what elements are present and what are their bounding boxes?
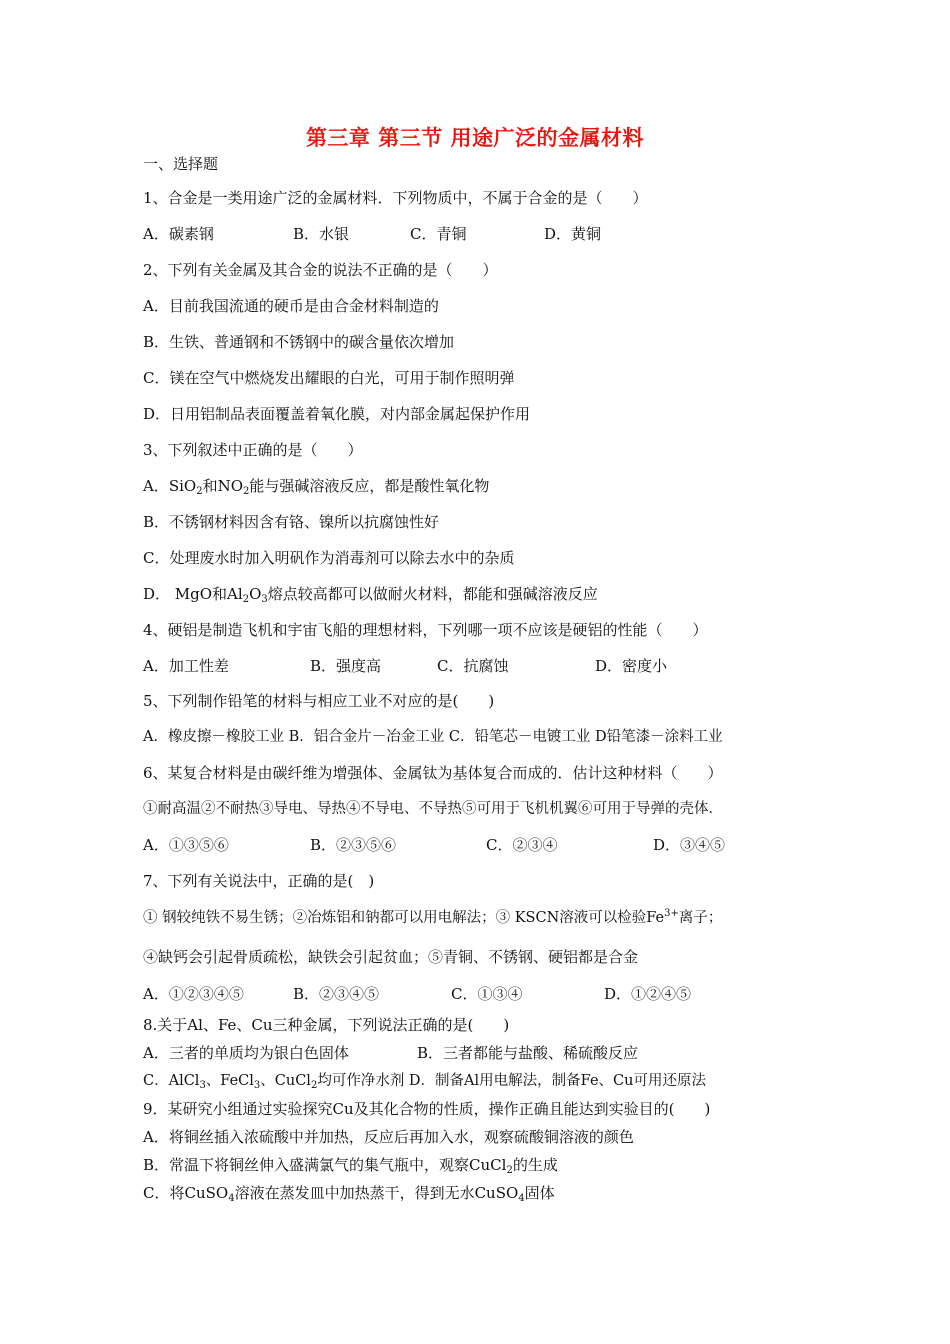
q1-option-b: B．水银 [293, 225, 350, 243]
q3-option-d: D． MgO和$Al_2O_3$熔点较高都可以做耐火材料，都能和强碱溶液反应 [143, 585, 598, 605]
section-heading: 一、选择题 [143, 155, 219, 173]
question-6-options [143, 835, 725, 855]
q7-option-d: D．①②④⑤ [604, 985, 692, 1003]
q2-option-c: C．镁在空气中燃烧发出耀眼的白光，可用于制作照明弹 [143, 369, 515, 387]
q2-option-d: D．日用铝制品表面覆盖着氧化膜，对内部金属起保护作用 [143, 405, 531, 423]
question-2-stem: 2、下列有关金属及其合金的说法不正确的是（ ） [143, 261, 498, 279]
q6-option-c: C．②③④ [486, 836, 558, 854]
q6-option-b: B．②③⑤⑥ [310, 836, 397, 854]
question-1-stem: 1、合金是一类用途广泛的金属材料．下列物质中，不属于合金的是（ ） [143, 189, 648, 207]
page-title: 第三章 第三节 用途广泛的金属材料 [305, 126, 645, 150]
question-7-stem: 7、下列有关说法中，正确的是( ) [143, 872, 375, 890]
q2-option-b: B．生铁、普通钢和不锈钢中的碳含量依次增加 [143, 333, 455, 351]
question-3-stem: 3、下列叙述中正确的是（ ） [143, 441, 363, 459]
question-4-options [143, 656, 667, 676]
q1-option-a: A．碳素钢 [143, 225, 214, 243]
q2-option-a: A．目前我国流通的硬币是由合金材料制造的 [143, 297, 439, 315]
question-8-stem: 8.关于Al、Fe、Cu三种金属，下列说法正确的是( ) [143, 1016, 510, 1034]
question-7-options [143, 984, 691, 1004]
q8-option-a: A．三者的单质均为银白色固体 [143, 1044, 349, 1062]
q1-option-d: D．黄铜 [544, 225, 602, 243]
q4-option-b: B．强度高 [310, 657, 382, 675]
q3-option-b: B．不锈钢材料因含有铬、镍所以抗腐蚀性好 [143, 513, 440, 531]
q7-option-b: B．②③④⑤ [293, 985, 380, 1003]
q7-items-1: ① 钢较纯铁不易生锈；②冶炼铝和钠都可以用电解法；③ KSCN溶液可以检验$Fe^{3+}$离子； [143, 908, 723, 926]
q1-option-c: C．青铜 [410, 225, 467, 243]
question-9-stem: 9．某研究小组通过实验探究Cu及其化合物的性质，操作正确且能达到实验目的( ) [143, 1100, 711, 1118]
question-4-stem: 4、硬铝是制造飞机和宇宙飞船的理想材料，下列哪一项不应该是硬铝的性能（ ） [143, 621, 708, 639]
q3-option-c: C．处理废水时加入明矾作为消毒剂可以除去水中的杂质 [143, 549, 515, 567]
q8-option-cd: C．AlCl$_3$、FeCl$_3$、CuCl$_2$均可作净水剂 D．制备Al用电解法，制备Fe、Cu可用还原法 [143, 1073, 706, 1091]
q4-option-d: D．密度小 [595, 657, 668, 675]
question-6-stem: 6、某复合材料是由碳纤维为增强体、金属钛为基体复合而成的．估计这种材料（ ） [143, 764, 723, 782]
q7-option-c: C．①③④ [451, 985, 523, 1003]
q6-items: ①耐高温②不耐热③导电、导热④不导电、不导热⑤可用于飞机机翼⑥可用于导弹的壳体． [143, 801, 723, 817]
q3-option-a: A．SiO$_2$和$NO_2$能与强碱溶液反应，都是酸性氧化物 [143, 477, 490, 497]
q6-option-a: A．①③⑤⑥ [143, 836, 229, 854]
q7-option-a: A．①②③④⑤ [143, 985, 244, 1003]
q4-option-a: A．加工性差 [143, 657, 229, 675]
q5-options: A．橡皮擦－橡胶工业 B．铝合金片－冶金工业 C．铅笔芯－电镀工业 D铅笔漆－涂料工业 [143, 729, 723, 745]
q7-items-2: ④缺钙会引起骨质疏松，缺铁会引起贫血；⑤青铜、不锈钢、硬铝都是合金 [143, 948, 639, 966]
q9-option-a: A．将铜丝插入浓硫酸中并加热，反应后再加入水，观察硫酸铜溶液的颜色 [143, 1128, 634, 1146]
q9-option-c: C．将CuSO$_4$溶液在蒸发皿中加热蒸干，得到无水CuSO$_4$固体 [143, 1184, 555, 1204]
q6-option-d: D．③④⑤ [653, 836, 726, 854]
question-5-stem: 5、下列制作铅笔的材料与相应工业不对应的是( ) [143, 692, 495, 710]
q8-option-b: B．三者都能与盐酸、稀硫酸反应 [417, 1044, 639, 1062]
q9-option-b: B．常温下将铜丝伸入盛满氯气的集气瓶中，观察CuCl$_2$的生成 [143, 1156, 558, 1176]
q4-option-c: C．抗腐蚀 [437, 657, 509, 675]
question-1-options [143, 224, 601, 244]
question-8-options-ab [143, 1043, 638, 1063]
